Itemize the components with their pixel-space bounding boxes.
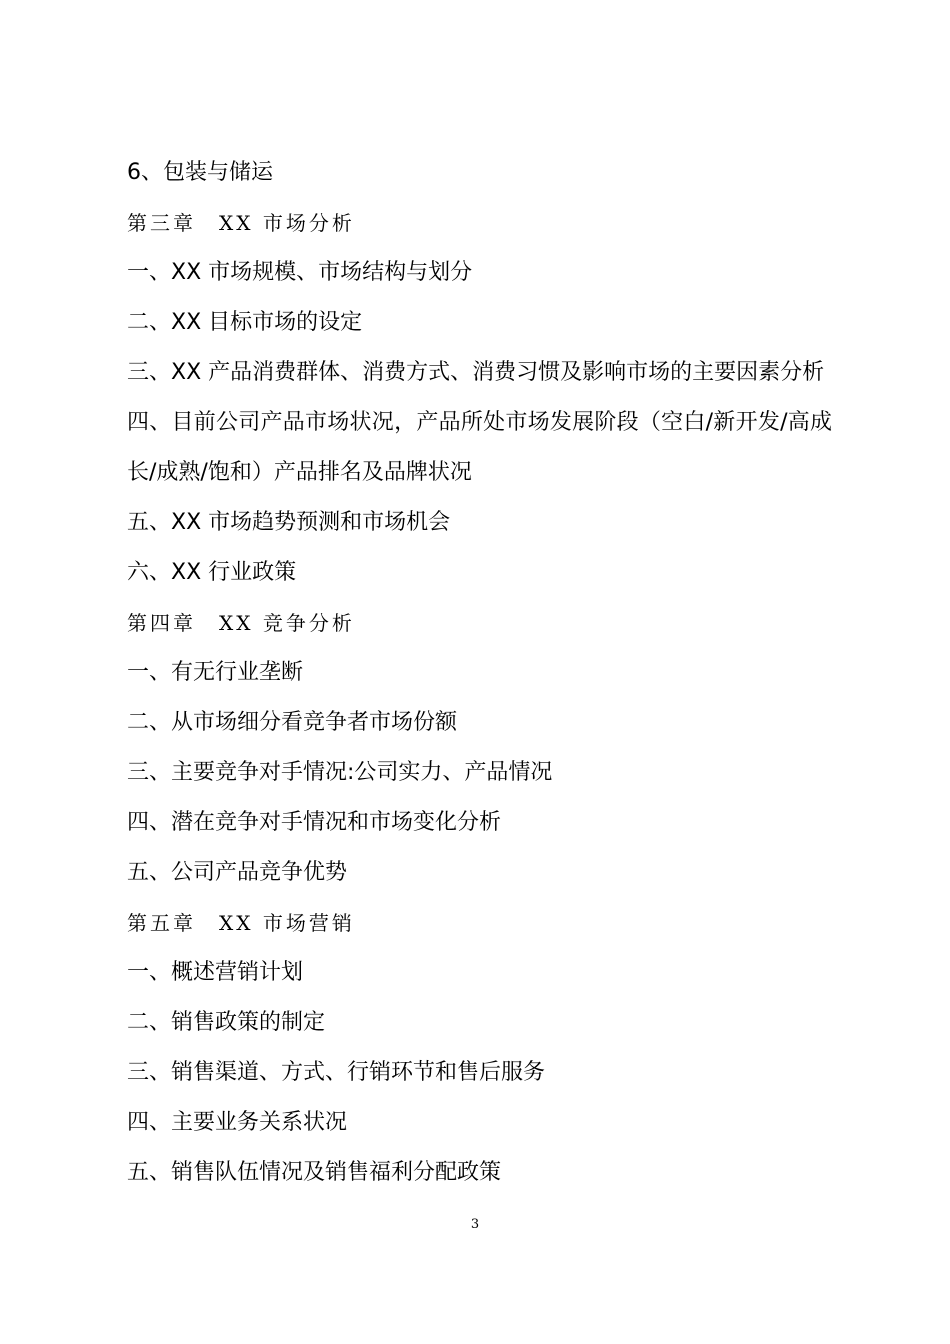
section-item: 四、主要业务关系状况 [127,1110,348,1135]
chapter-heading-5: 第五章 XX 市场营销 [127,911,355,935]
section-item: 五、公司产品竞争优势 [127,860,348,885]
section-item: 六、XX 行业政策 [127,560,297,585]
section-item: 四、潜在竞争对手情况和市场变化分析 [127,810,502,835]
section-item: 二、销售政策的制定 [127,1010,326,1035]
section-item: 三、XX 产品消费群体、消费方式、消费习惯及影响市场的主要因素分析 [127,360,825,385]
section-item: 五、销售队伍情况及销售福利分配政策 [127,1160,502,1185]
section-item: 五、XX 市场趋势预测和市场机会 [127,510,451,535]
page-number: 3 [470,1217,480,1232]
section-item: 一、概述营销计划 [127,960,304,985]
section-item: 三、主要竞争对手情况:公司实力、产品情况 [127,760,553,785]
section-item: 二、XX 目标市场的设定 [127,310,363,335]
chapter-heading-3: 第三章 XX 市场分析 [127,211,355,235]
document-body [127,148,837,1198]
section-item: 三、销售渠道、方式、行销环节和售后服务 [127,1060,546,1085]
section-item-packaging: 6、包装与储运 [127,160,273,185]
chapter-heading-4: 第四章 XX 竞争分析 [127,611,355,635]
section-item: 一、XX 市场规模、市场结构与划分 [127,260,473,285]
section-item: 一、有无行业垄断 [127,660,304,685]
section-item-wrapped: 四、目前公司产品市场状况，产品所处市场发展阶段（空白/新开发/高成长/成熟/饱和）产品排名及品牌状况 [127,410,832,485]
section-item: 二、从市场细分看竞争者市场份额 [127,710,458,735]
